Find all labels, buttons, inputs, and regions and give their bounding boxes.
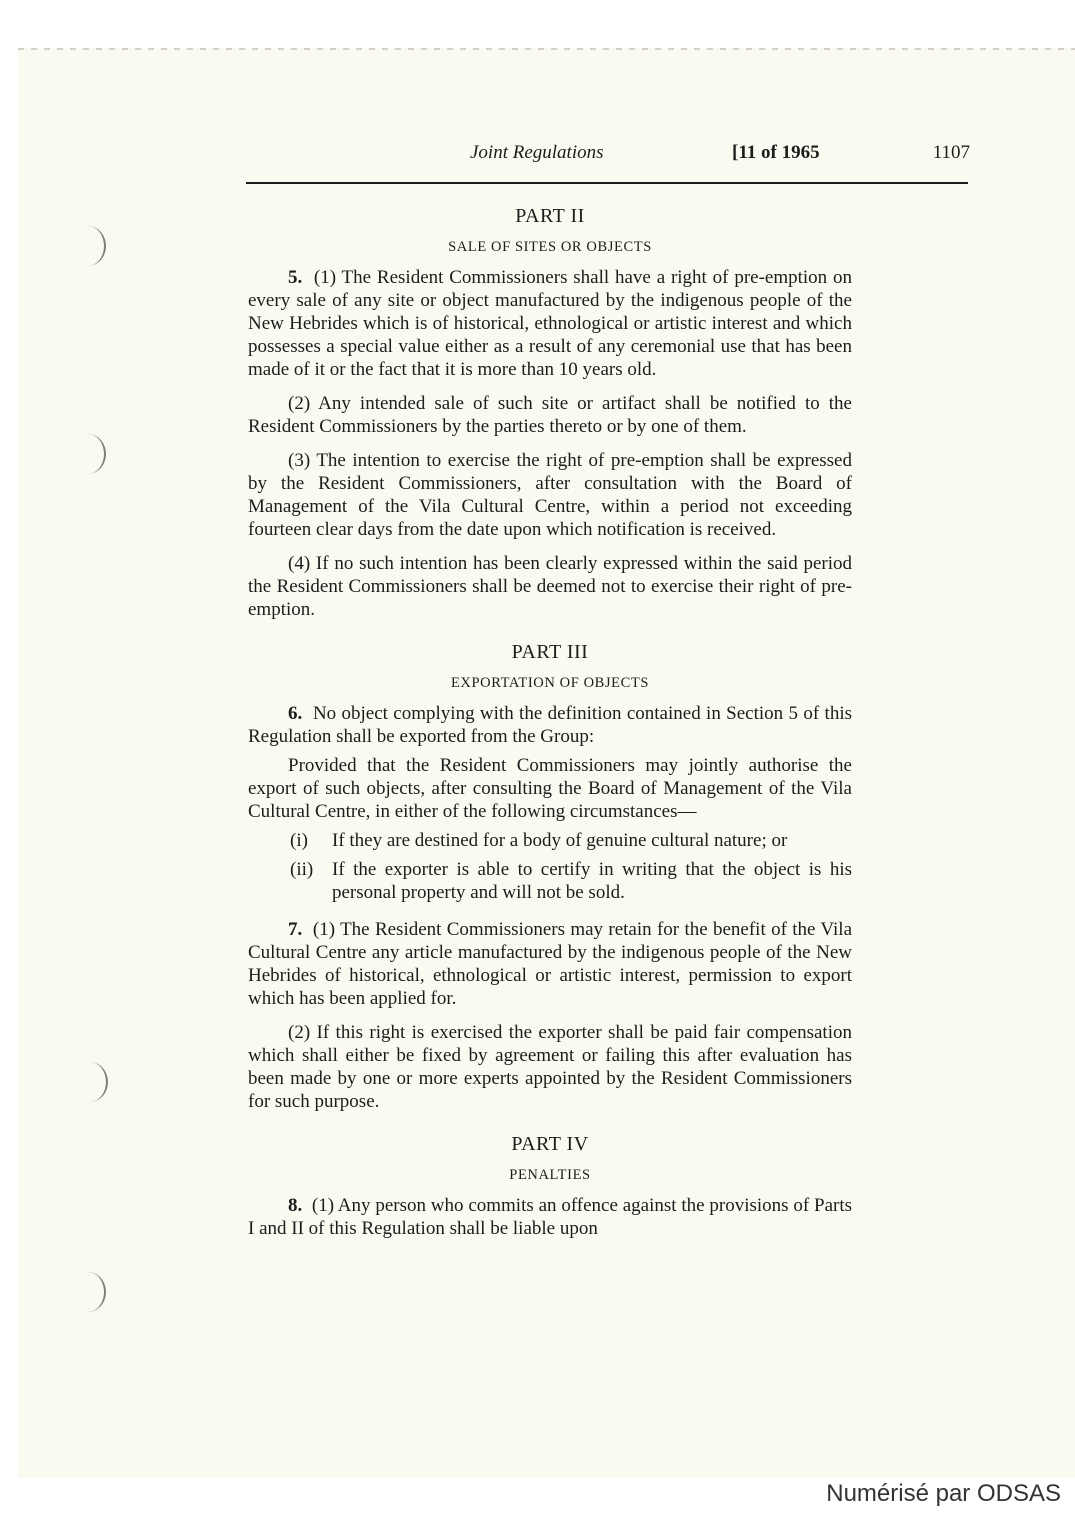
section-6-number: 6. xyxy=(288,703,303,724)
section-5-paragraph-2: (2) Any intended sale of such site or artifact shall be notified to the Resident Commissioners by the parties thereto or by one of them. xyxy=(248,393,852,437)
section-6-paragraph: 6. No object complying with the definition contained in Section 5 of this Regulation shall be exported from the Group: xyxy=(248,703,852,747)
section-7-paragraph-1: 7. (1) The Resident Commissioners may retain for the benefit of the Vila Cultural Centre any article manufactured by the indigenous people of the New Hebrides of historical, ethnological or artistic interest, permission to export which has been applied for. xyxy=(248,919,853,1009)
section-5-paragraph-1: 5. (1) The Resident Commissioners shall have a right of pre-emption on every sale of any site or object manufactured by the indigenous people of the New Hebrides which is of historical, ethnological or artistic interest and which possesses a special value either as a result of any ceremonial use that has been made of it or the fact that it is more than 10 years old. xyxy=(248,267,852,380)
binder-hole-2 xyxy=(70,434,106,474)
section-8-paragraph-1: 8. (1) Any person who commits an offence against the provisions of Parts I and II of this Regulation shall be liable upon xyxy=(248,1195,853,1239)
header-title: Joint Regulations xyxy=(470,142,604,163)
item-ii-number: (ii) xyxy=(290,859,314,880)
part-4-heading: PART IV xyxy=(511,1133,589,1155)
page-top-edge xyxy=(18,48,1075,50)
section-5-paragraph-4: (4) If no such intention has been clearly expressed within the said period the Resident Commissioners shall be deemed not to exercise their right of pre-emption. xyxy=(248,553,852,620)
proviso-item-ii: (ii) If the exporter is able to certify in writing that the object is his personal property and will not be sold. xyxy=(290,859,852,903)
document-body xyxy=(248,205,852,1240)
proviso-item-i: (i) If they are destined for a body of genuine cultural nature; or xyxy=(290,830,788,851)
binder-hole-1 xyxy=(70,226,106,266)
section-5-paragraph-3: (3) The intention to exercise the right of pre-emption shall be expressed by the Resident Commissioners, after consultation with the Board of Management of the Vila Cultural Centre, within a period not exceeding fourteen clear days from the date upon which notification is received. xyxy=(248,450,852,540)
section-5-number: 5. xyxy=(288,267,303,288)
running-header xyxy=(246,142,970,170)
section-7-number: 7. xyxy=(288,919,303,940)
binder-hole-3 xyxy=(72,1062,108,1102)
item-i-number: (i) xyxy=(290,830,308,851)
binder-hole-4 xyxy=(70,1272,106,1312)
page-number: 1107 xyxy=(932,142,970,163)
header-act-number: [11 of 1965 xyxy=(732,142,820,163)
header-rule xyxy=(246,182,968,184)
section-8-number: 8. xyxy=(288,1195,303,1216)
part-2-heading: PART II xyxy=(515,205,585,227)
part-3-heading: PART III xyxy=(511,641,589,663)
digitization-watermark: Numérisé par ODSAS xyxy=(826,1480,1061,1507)
part-4-subheading: PENALTIES xyxy=(509,1167,591,1183)
part-2-subheading: SALE OF SITES OR OBJECTS xyxy=(448,239,652,255)
part-3-subheading: EXPORTATION OF OBJECTS xyxy=(450,675,650,691)
section-7-paragraph-2: (2) If this right is exercised the exporter shall be paid fair compensation which shall either be fixed by agreement or failing this after evaluation has been made by one or more experts appointed by the Resident Commissioners for such purpose. xyxy=(248,1022,852,1112)
section-6-proviso: Provided that the Resident Commissioners may jointly authorise the export of such objects, after consulting the Board of Management of the Vila Cultural Centre, in either of the following circumstances— xyxy=(248,755,852,822)
